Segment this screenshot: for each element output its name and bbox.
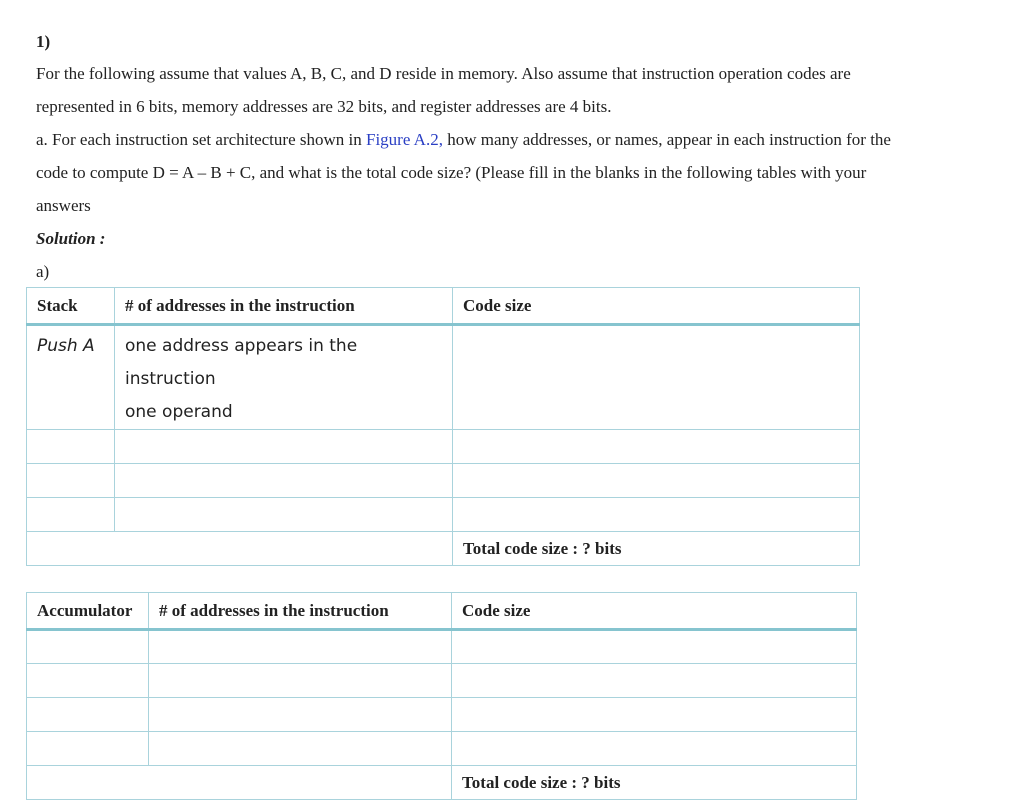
blank-cell[interactable] [27, 498, 115, 532]
blank-cell[interactable] [149, 732, 452, 766]
blank-cell[interactable] [115, 464, 453, 498]
question-line-3 [36, 130, 891, 150]
question-line-2: represented in 6 bits, memory addresses are 32 bits, and register addresses are 4 bits. [36, 97, 612, 116]
blank-cell [27, 766, 452, 800]
addr-line-3: one operand [125, 402, 233, 422]
blank-cell[interactable] [149, 630, 452, 664]
stack-code-size-cell[interactable] [453, 325, 860, 430]
table-row [27, 430, 860, 464]
blank-cell[interactable] [27, 664, 149, 698]
acc-header-addresses: # of addresses in the instruction [149, 593, 452, 630]
table-row [27, 698, 857, 732]
stack-header-addresses: # of addresses in the instruction [115, 288, 453, 325]
part-label: a) [36, 262, 50, 281]
stack-instr-cell[interactable] [27, 325, 115, 430]
blank-cell[interactable] [27, 630, 149, 664]
stack-header-code-size: Code size [453, 288, 860, 325]
blank-cell[interactable] [452, 698, 857, 732]
question-line-4: code to compute D = A – B + C, and what is the total code size? (Please fill in the blanks in the following tables with your [36, 163, 867, 182]
total-row [27, 766, 857, 800]
question-number: 1) [36, 32, 51, 51]
question-line-1: For the following assume that values A, B, C, and D reside in memory. Also assume that instruction operation codes are [36, 64, 851, 83]
blank-cell[interactable] [452, 664, 857, 698]
blank-cell[interactable] [27, 732, 149, 766]
stack-table [26, 287, 860, 566]
table-row [27, 664, 857, 698]
stack-header-arch: Stack [27, 288, 115, 325]
blank-cell[interactable] [149, 698, 452, 732]
acc-header-code-size: Code size [452, 593, 857, 630]
table-row [27, 630, 857, 664]
stack-total-code-size: Total code size : ? bits [453, 532, 860, 566]
blank-cell[interactable] [27, 698, 149, 732]
acc-header-arch: Accumulator [27, 593, 149, 630]
blank-cell[interactable] [149, 664, 452, 698]
blank-cell[interactable] [115, 498, 453, 532]
part-a-intro: a. For each instruction set architecture shown in [36, 130, 366, 149]
accumulator-table [26, 592, 857, 800]
blank-cell[interactable] [27, 430, 115, 464]
addr-line-2: instruction [125, 369, 216, 389]
blank-cell[interactable] [453, 498, 860, 532]
blank-cell[interactable] [27, 464, 115, 498]
table-row [27, 464, 860, 498]
addr-line-1: one address appears in the [125, 336, 358, 356]
blank-cell[interactable] [453, 430, 860, 464]
blank-cell[interactable] [452, 630, 857, 664]
question-line-5: answers [36, 196, 91, 215]
total-row [27, 532, 860, 566]
table-row [27, 325, 860, 430]
accumulator-header-row [27, 593, 857, 630]
blank-cell[interactable] [115, 430, 453, 464]
blank-cell [27, 532, 453, 566]
acc-total-code-size: Total code size : ? bits [452, 766, 857, 800]
instruction-text: Push A [37, 336, 95, 356]
blank-cell[interactable] [452, 732, 857, 766]
solution-label: Solution : [36, 229, 106, 248]
figure-link[interactable]: Figure A.2, [365, 130, 443, 149]
table-row [27, 732, 857, 766]
part-a-question: how many addresses, or names, appear in each instruction for the [442, 130, 891, 149]
blank-cell[interactable] [453, 464, 860, 498]
stack-addr-cell[interactable] [115, 325, 453, 430]
table-row [27, 498, 860, 532]
stack-header-row [27, 288, 860, 325]
